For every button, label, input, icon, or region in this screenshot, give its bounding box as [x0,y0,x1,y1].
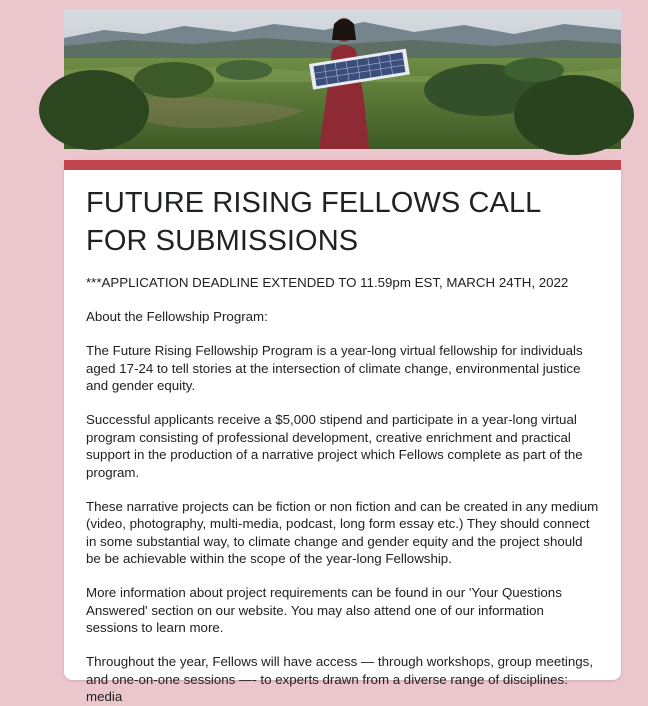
description-paragraph: More information about project requirements can be found in our 'Your Questions Answered' section on our website. You may also attend one of our information sessions to learn more. [86,585,562,635]
description-paragraph: These narrative projects can be fiction or non fiction and can be created in any medium (video, photography, multi-media, podcast, long form essay etc.) They should connect in some substantial way, to climate change and gender equity and the project should be be achievable within the scope of the year-long Fellowship. [86,498,599,566]
solar-panel-photo [64,10,621,149]
description-paragraph: About the Fellowship Program: [86,309,268,324]
description-paragraph: Throughout the year, Fellows will have access — through workshops, group meetings, and one-on-one sessions —- to experts drawn from a diverse range of disciplines: media [86,654,594,704]
form-header-card [64,160,621,704]
card-accent-bar [64,160,621,170]
form-title: FUTURE RISING FELLOWS CALL FOR SUBMISSIONS [86,187,541,257]
header-banner-image [64,10,621,149]
description-paragraph: Successful applicants receive a $5,000 stipend and participate in a year-long virtual program consisting of professional development, creative enrichment and practical support in the production of a narrative project which Fellows complete as part of the program. [86,412,583,480]
deadline-notice: ***APPLICATION DEADLINE EXTENDED TO 11.59pm EST, MARCH 24TH, 2022 [86,275,569,290]
form-description [86,274,599,706]
description-paragraph: The Future Rising Fellowship Program is a year-long virtual fellowship for individuals aged 17-24 to tell stories at the intersection of climate change, environmental justice and gender equity. [86,343,583,393]
